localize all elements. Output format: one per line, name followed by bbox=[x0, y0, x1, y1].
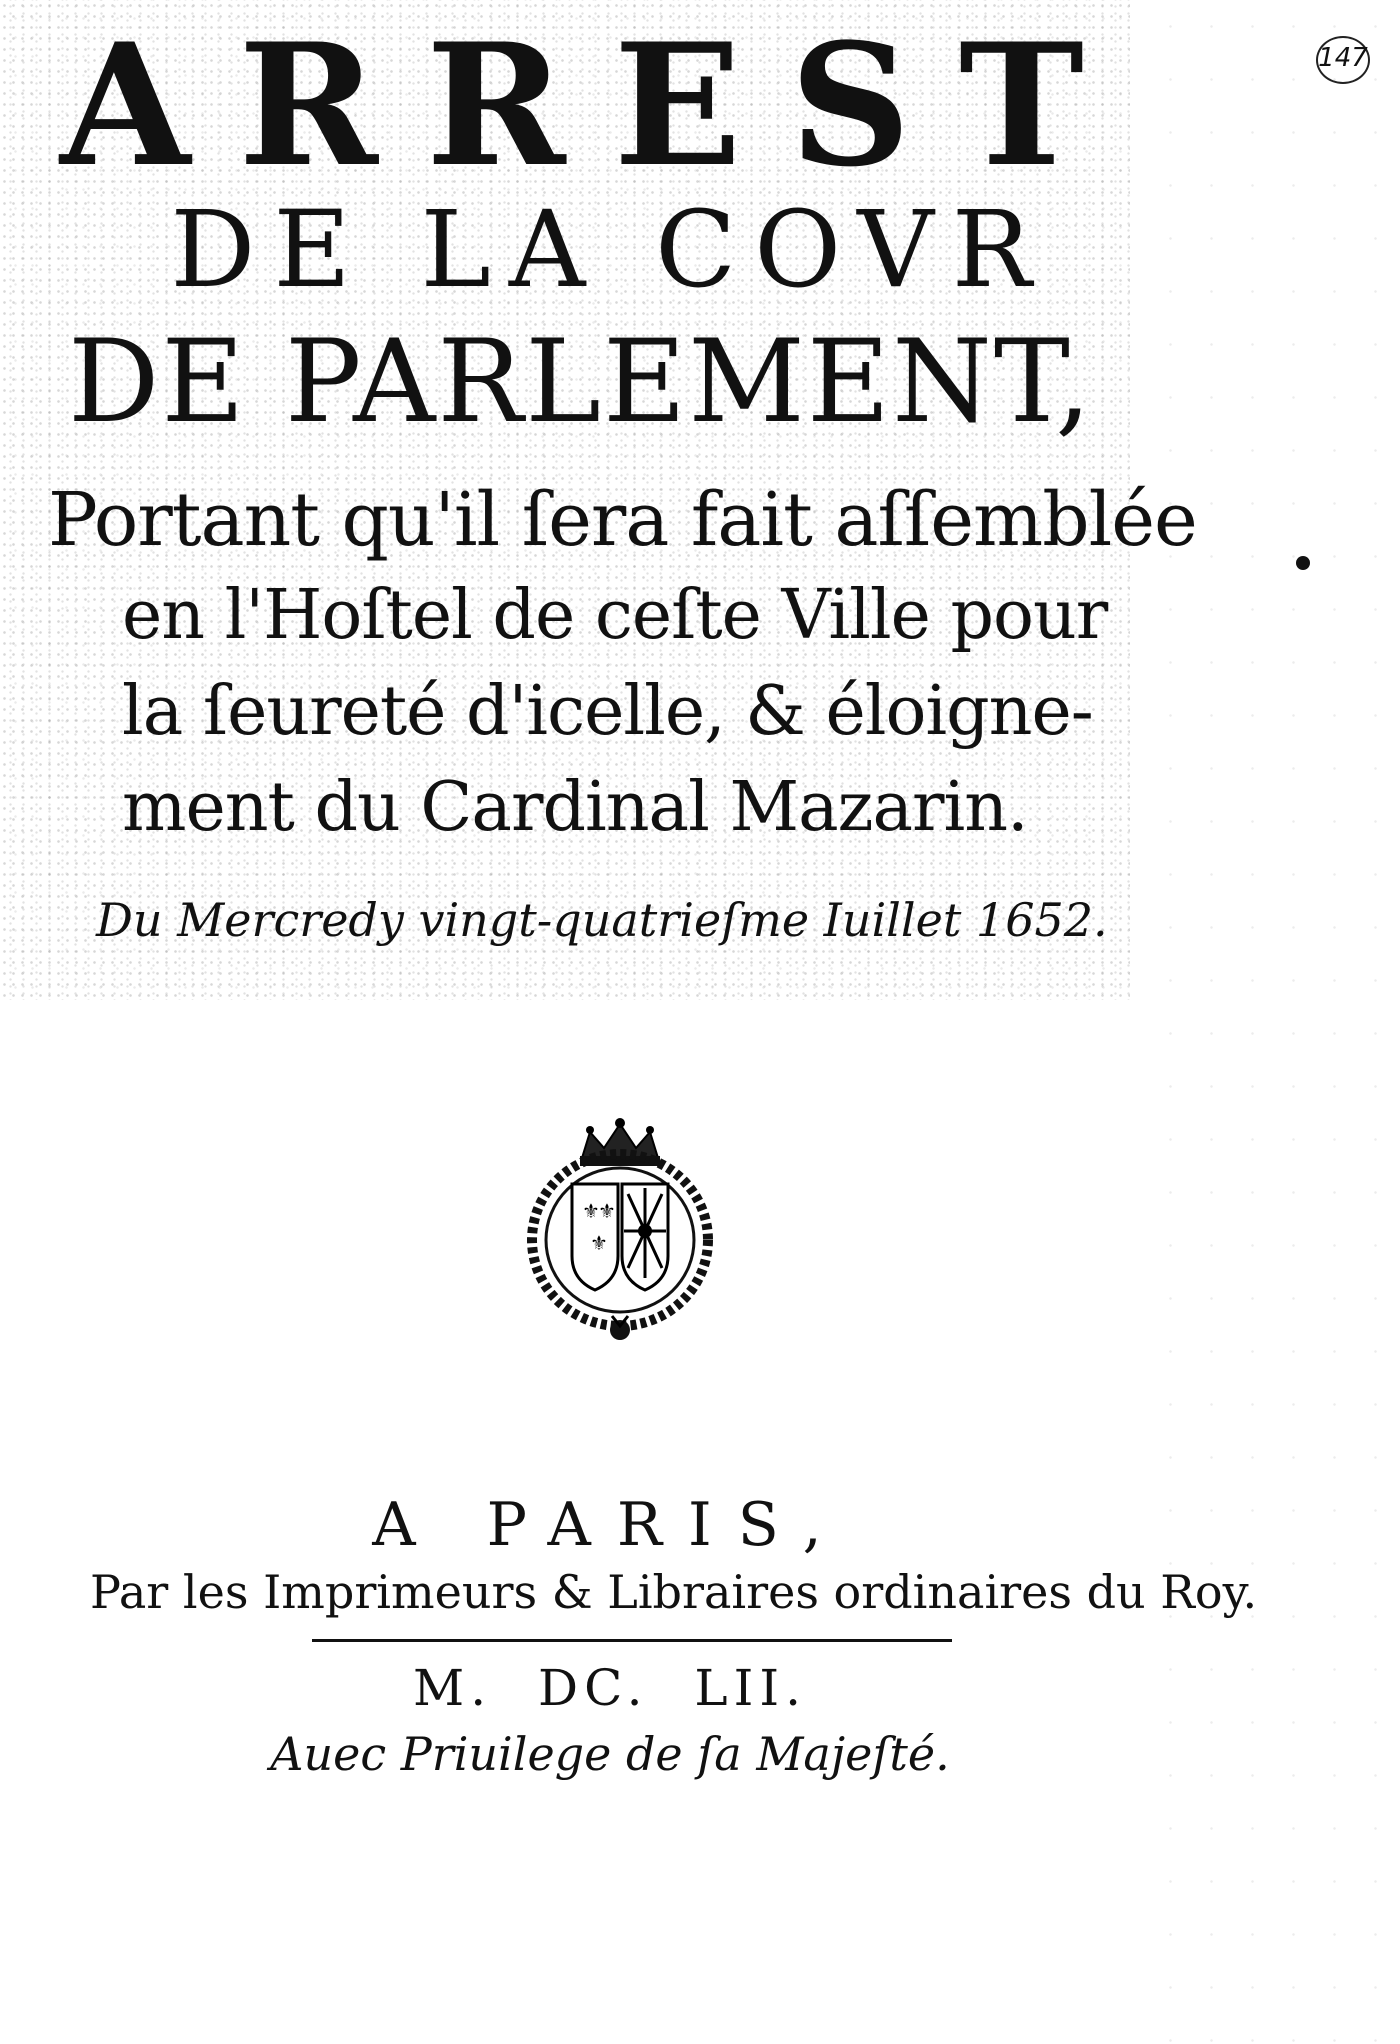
imprint-city: A PARIS, bbox=[372, 1490, 848, 1560]
document-title: ARREST bbox=[60, 6, 1132, 204]
parlement-line: DE PARLEMENT, bbox=[68, 315, 1094, 448]
date-line: Du Mercredy vingt-quatrieſme Iuillet 1652. bbox=[96, 893, 1108, 947]
court-line: DE LA COVR bbox=[170, 188, 1050, 311]
subject-text bbox=[48, 472, 1197, 856]
royal-privilege: Auec Priuilege de ſa Majeſté. bbox=[270, 1727, 950, 1781]
subject-line-1: Portant qu'il ſera fait aſſemblée bbox=[48, 477, 1197, 563]
divider-rule bbox=[312, 1639, 952, 1642]
imprint-year: M. DC. LII. bbox=[413, 1659, 807, 1717]
ink-spot bbox=[1296, 556, 1310, 570]
svg-text:⚜: ⚜ bbox=[582, 1199, 600, 1223]
page-number: 147 bbox=[1318, 43, 1368, 73]
subject-line-2: en l'Hoſtel de ceſte Ville pour bbox=[122, 576, 1108, 655]
svg-text:⚜: ⚜ bbox=[598, 1199, 616, 1223]
subject-line-3: la ſeureté d'icelle, & éloigne- bbox=[122, 672, 1093, 751]
svg-text:⚜: ⚜ bbox=[590, 1231, 608, 1255]
imprint-printers: Par les Imprimeurs & Libraires ordinaires du Roy. bbox=[90, 1565, 1258, 1619]
royal-coat-of-arms-icon bbox=[520, 1118, 720, 1344]
subject-line-4: ment du Cardinal Mazarin. bbox=[122, 768, 1028, 847]
